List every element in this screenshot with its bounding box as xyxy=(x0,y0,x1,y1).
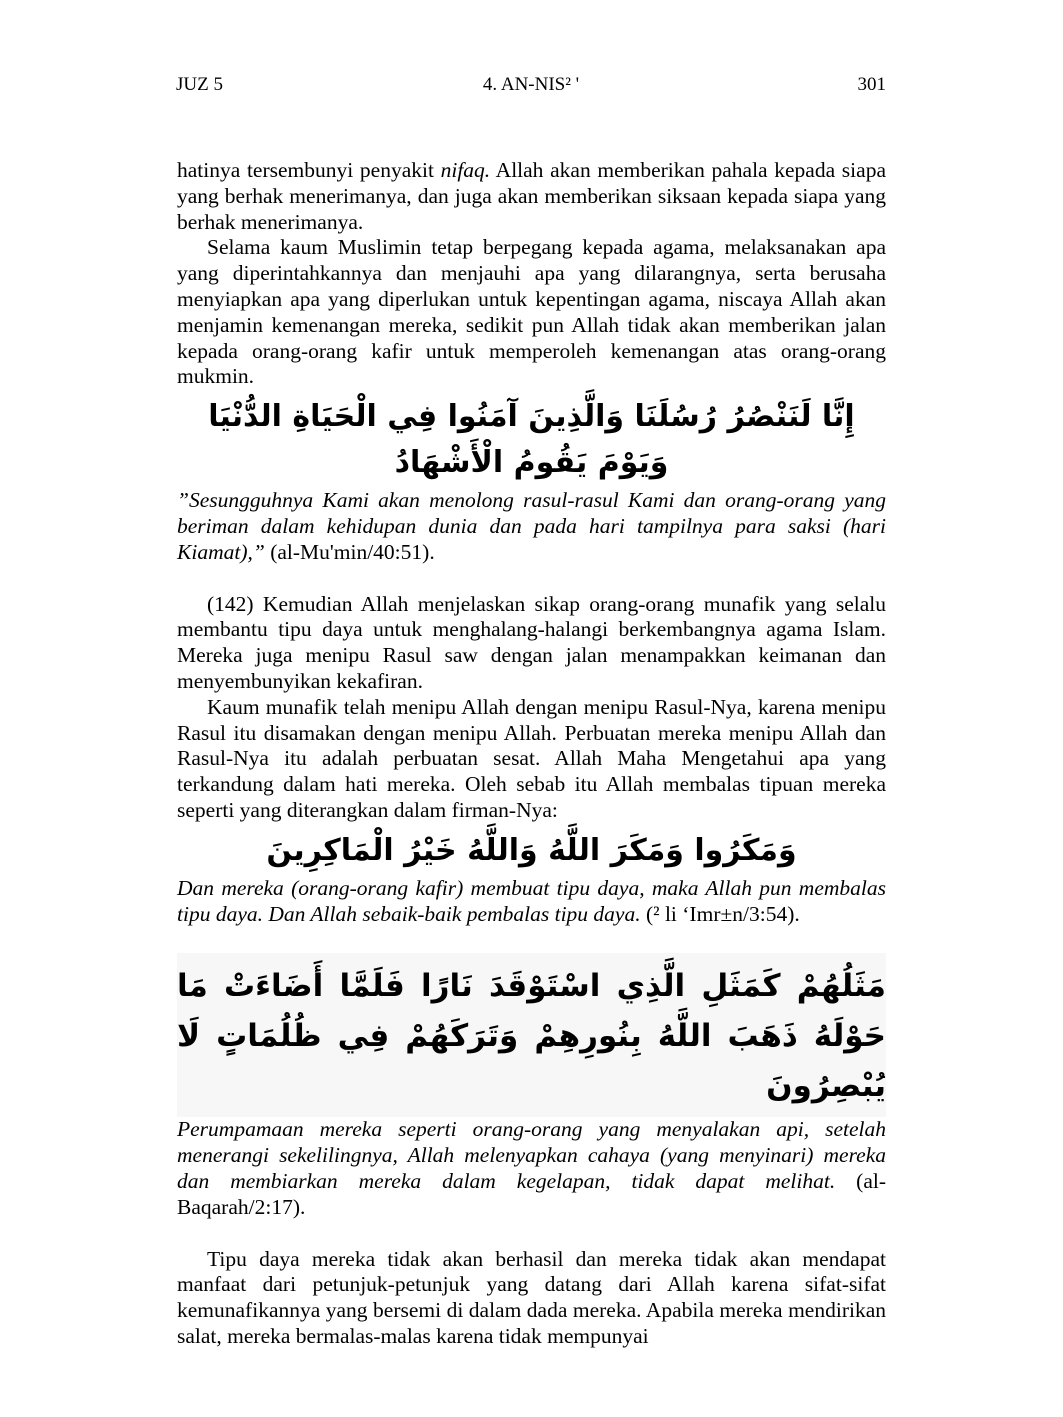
paragraph-5: Tipu daya mereka tidak akan berhasil dan mereka tidak akan mendapat manfaat dari petunjuk-petunjuk yang datang dari Allah karena sifat-sifat kemunafikannya yang bersemi di dalam dada mereka. Apabila mereka mendirikan salat, mereka bermalas-malas karena tidak mempunyai xyxy=(177,1246,886,1348)
paragraph-4: Kaum munafik telah menipu Allah dengan menipu Rasul-Nya, karena menipu Rasul itu disamakan dengan menipu Allah. Perbuatan mereka menipu Allah dan Rasul-Nya itu adalah perbuatan sesat. Allah Maha Mengetahui apa yang terkandung dalam hati mereka. Oleh sebab itu Allah membalas tipuan mereka seperti yang diterangkan dalam firman-Nya: xyxy=(177,694,886,822)
page-body xyxy=(177,158,886,1350)
paragraph-3: (142) Kemudian Allah menjelaskan sikap orang-orang munafik yang selalu membantu tipu daya untuk menghalang-halangi berkembangnya agama Islam. Mereka juga menipu Rasul saw dengan jalan menampakkan keimanan dan menyembunyikan kekafiran. xyxy=(177,591,886,693)
verse-1-translation: ”Sesungguhnya Kami akan menolong rasul-rasul Kami dan orang-orang yang beriman dalam kehidupan dunia dan pada hari tampilnya para saksi (hari Kiamat),” (al-Mu'min/40:51). xyxy=(177,488,886,564)
verse-2-translation: Dan mereka (orang-orang kafir) membuat tipu daya, maka Allah pun membalas tipu daya. Dan Allah sebaik-baik pembalas tipu daya. (² li ‘Imr±n/3:54). xyxy=(177,875,886,926)
arabic-verse-1: إِنَّا لَنَنْصُرُ رُسُلَنَا وَالَّذِينَ آمَنُوا فِي الْحَيَاةِ الدُّنْيَا وَيَوْمَ يَقُومُ الْأَشْهَادُ xyxy=(208,399,855,481)
arabic-verse-3-box xyxy=(177,953,886,1117)
paragraph-1: hatinya tersembunyi penyakit nifaq. Allah akan memberikan pahala kepada siapa yang berhak menerimanya, dan juga akan memberikan siksaan kepada siapa yang berhak menerimanya. xyxy=(177,158,886,234)
term-nifaq: nifaq. xyxy=(440,158,491,182)
verse-3-translation: Perumpamaan mereka seperti orang-orang yang menyalakan api, setelah menerangi sekelilingnya, Allah melenyapkan cahaya (yang menyinari) mereka dan membiarkan mereka dalam kegelapan, tidak dapat melihat. (al-Baqarah/2:17). xyxy=(177,1117,886,1219)
paragraph-2: Selama kaum Muslimin tetap berpegang kepada agama, melaksanakan apa yang diperintahkannya dan menjauhi apa yang dilarangnya, serta berusaha menyiapkan apa yang diperlukan untuk kepentingan agama, niscaya Allah akan menjamin kemenangan mereka, sedikit pun Allah tidak akan memberikan jalan kepada orang-orang kafir untuk memperoleh kemenangan atas orang-orang mukmin. xyxy=(177,235,886,389)
page-number: 301 xyxy=(857,74,886,95)
arabic-verse-3: مَثَلُهُمْ كَمَثَلِ الَّذِي اسْتَوْقَدَ نَارًا فَلَمَّا أَضَاءَتْ مَا حَوْلَهُ ذَهَبَ اللَّهُ بِنُورِهِمْ وَتَرَكَهُمْ فِي ظُلُمَاتٍ لَا يُبْصِرُونَ xyxy=(177,968,886,1105)
surah-title: 4. AN-NIS² ' xyxy=(482,74,580,95)
page-header xyxy=(176,74,886,100)
juz-label: JUZ 5 xyxy=(176,74,223,95)
arabic-verse-2: وَمَكَرُوا وَمَكَرَ اللَّهُ وَاللَّهُ خَيْرُ الْمَاكِرِينَ xyxy=(266,832,797,868)
